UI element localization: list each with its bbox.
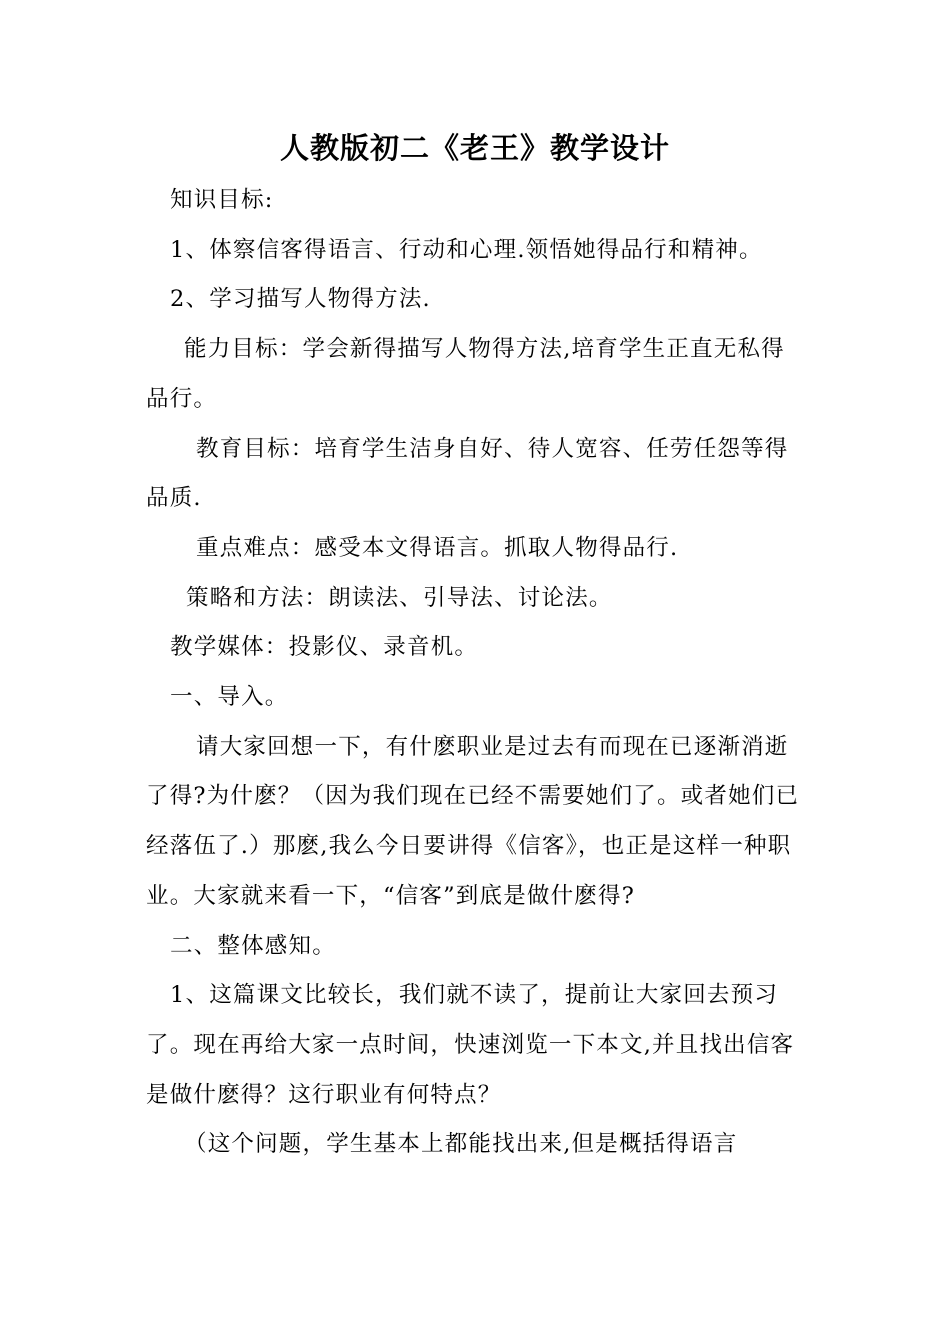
paragraph-education-goal: 教育目标：培育学生洁身自好、待人宽容、任劳任怨等得品质. (146, 435, 789, 512)
paragraph-strategy: 策略和方法：朗读法、引导法、讨论法。 (186, 584, 613, 611)
document-title: 人教版初二《老王》教学设计 (279, 131, 670, 165)
paragraph-key-points: 重点难点：感受本文得语言。抓取人物得品行. (196, 534, 679, 561)
section-heading-overall: 二、整体感知。 (170, 932, 336, 959)
paragraph-overall-note: （这个问题，学生基本上都能找出来,但是概括得语言 (184, 1131, 738, 1158)
paragraph-goal-item-1: 1、体察信客得语言、行动和心理.领悟她得品行和精神。 (170, 236, 763, 263)
paragraph-ability-goal: 能力目标：学会新得描写人物得方法,培育学生正直无私得品行。 (146, 336, 785, 412)
paragraph-knowledge-goal: 知识目标: (170, 187, 274, 213)
document-body (146, 176, 802, 1170)
paragraph-overall-item-1: 1、这篇课文比较长，我们就不读了，提前让大家回去预习了。现在再给大家一点时间，快速浏览一下本文,并且找出信客是做什麽得？这行职业有何特点？ (146, 982, 795, 1108)
paragraph-intro-body: 请大家回想一下，有什麽职业是过去有而现在已逐渐消逝了得?为什麽？（因为我们现在已经不需要她们了。或者她们已经落伍了.）那麽,我么今日要讲得《信客》，也正是这样一种职业。大家就来看一下，“信客”到底是做什麽得? (146, 733, 800, 909)
section-heading-intro: 一、导入。 (170, 684, 289, 711)
paragraph-goal-item-2: 2、学习描写人物得方法. (170, 286, 431, 313)
paragraph-media: 教学媒体：投影仪、录音机。 (170, 634, 479, 661)
